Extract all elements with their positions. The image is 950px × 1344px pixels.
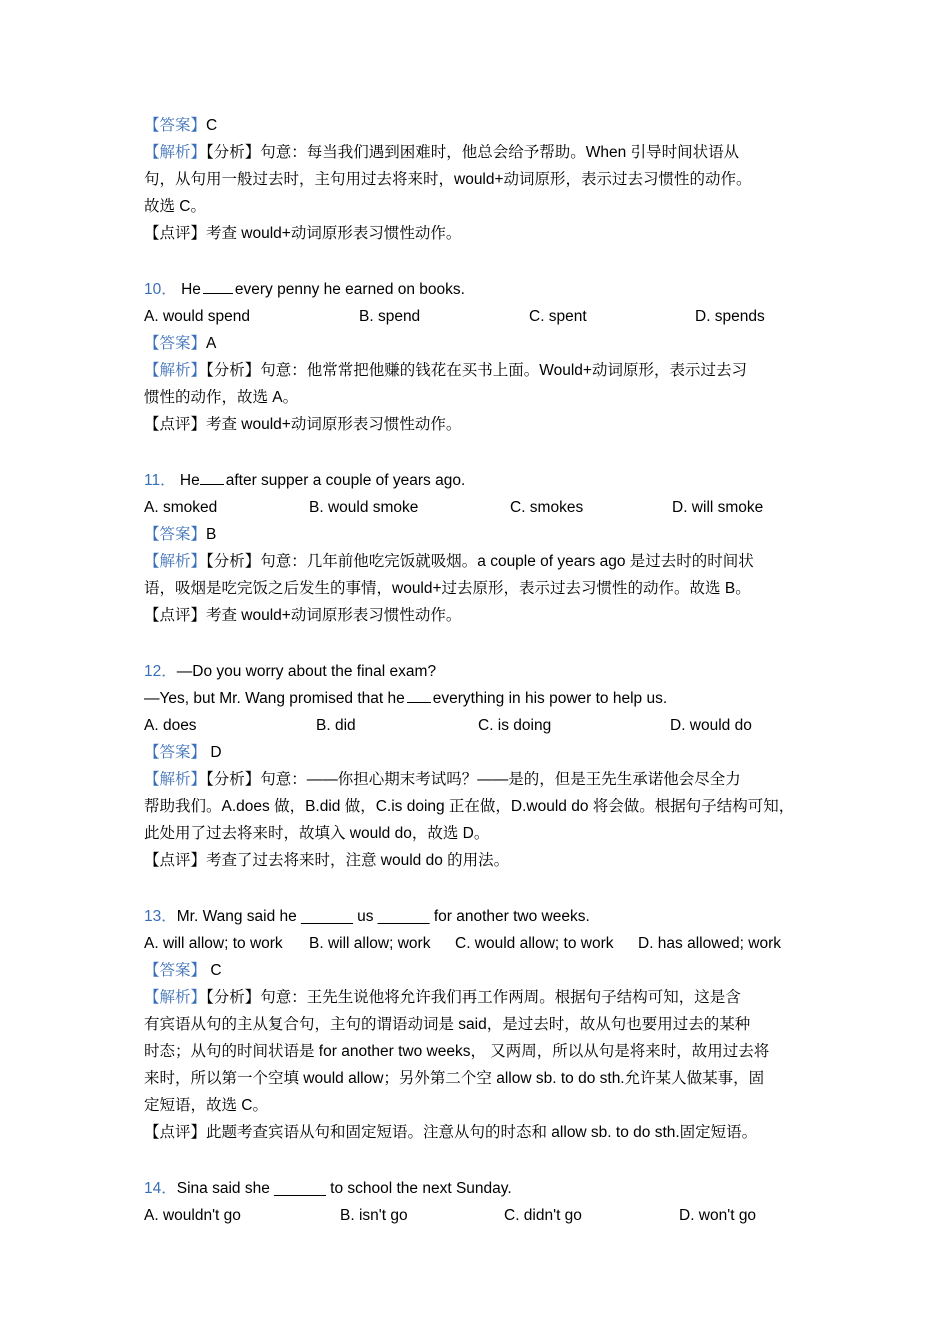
option-b: B. did	[316, 717, 356, 734]
question-stem: 10． He every penny he earned on books.	[144, 276, 824, 303]
analysis-tag: 【解析】	[144, 362, 207, 379]
option-d: D. would do	[670, 717, 752, 734]
analysis-tag: 【解析】	[144, 989, 207, 1006]
analysis-text: 语，吸烟是吃完饭之后发生的事情，would+过去原形，表示过去习惯性的动作。故选 B。	[144, 580, 751, 597]
option-c: C. would allow; to work	[455, 935, 614, 952]
blank	[203, 276, 233, 294]
answer-tag: 【答案】	[144, 117, 207, 134]
option-a: A. will allow; to work	[144, 935, 283, 952]
answer-value: C	[206, 962, 222, 979]
answer-tag: 【答案】	[144, 526, 207, 543]
options-row	[144, 303, 824, 330]
analysis-text: 时态；从句的时间状语是 for another two weeks， 又两周，所以从句是将来时，故用过去将	[144, 1043, 770, 1060]
option-d: D. spends	[695, 308, 765, 325]
question-number: 12．	[144, 663, 177, 680]
analysis-line	[144, 139, 824, 166]
option-b: B. would smoke	[309, 499, 419, 516]
analysis-text: 定短语，故选 C。	[144, 1097, 269, 1114]
answer-line	[144, 330, 824, 357]
analysis-line	[144, 357, 824, 384]
answer-line	[144, 521, 824, 548]
options-row	[144, 494, 824, 521]
question-number: 10．	[144, 281, 177, 298]
question-number: 13．	[144, 908, 177, 925]
answer-tag: 【答案】	[144, 335, 207, 352]
answer-value: C	[206, 117, 218, 134]
analysis-line	[144, 984, 824, 1011]
question-stem: 14．Sina said she ______ to school the next Sunday.	[144, 1180, 512, 1197]
answer-tag: 【答案】	[144, 962, 207, 979]
option-c: C. spent	[529, 308, 587, 325]
question-stem: 13．Mr. Wang said he ______ us ______ for another two weeks.	[144, 908, 590, 925]
answer-line	[144, 112, 824, 139]
option-c: C. smokes	[510, 499, 584, 516]
option-c: C. didn't go	[504, 1207, 582, 1224]
option-d: D. won't go	[679, 1207, 757, 1224]
option-a: A. smoked	[144, 499, 218, 516]
analysis-tag: 【解析】	[144, 553, 207, 570]
analysis-text: 帮助我们。A.does 做，B.did 做，C.is doing 正在做，D.would do 将会做。根据句子结构可知，	[144, 798, 795, 815]
document-page	[144, 112, 824, 1229]
option-a: A. would spend	[144, 308, 250, 325]
question-stem: 12．—Do you worry about the final exam?	[144, 663, 437, 680]
option-d: D. has allowed; work	[638, 935, 782, 952]
analysis-text: 来时，所以第一个空填 would allow；另外第二个空 allow sb. to do sth.允许某人做某事，固	[144, 1070, 765, 1087]
question-stem: 11． He after supper a couple of years ago.	[144, 467, 824, 494]
options-row	[144, 930, 824, 957]
answer-line	[144, 739, 824, 766]
question-number: 14．	[144, 1180, 177, 1197]
analysis-text: 【分析】句意：几年前他吃完饭就吸烟。a couple of years ago 是过去时的时间状	[206, 553, 754, 570]
option-b: B. will allow; work	[309, 935, 431, 952]
answer-value: B	[206, 526, 217, 543]
analysis-text: 【分析】句意：王先生说他将允许我们再工作两周。根据句子结构可知，这是含	[206, 989, 741, 1006]
question-stem-line2: —Yes, but Mr. Wang promised that he everything in his power to help us.	[144, 685, 824, 712]
option-b: B. spend	[359, 308, 421, 325]
answer-value: A	[206, 335, 217, 352]
analysis-text: 有宾语从句的主从复合句，主句的谓语动词是 said，是过去时，故从句也要用过去的某种	[144, 1016, 751, 1033]
options-row	[144, 1202, 824, 1229]
analysis-text: 故选 C。	[144, 198, 207, 215]
blank	[200, 467, 224, 485]
comment-line: 【点评】考查 would+动词原形表习惯性动作。	[144, 607, 462, 624]
option-a: A. wouldn't go	[144, 1207, 241, 1224]
analysis-line	[144, 766, 824, 793]
question-number: 11．	[144, 472, 176, 489]
answer-line	[144, 957, 824, 984]
analysis-text: 【分析】句意：每当我们遇到困难时，他总会给予帮助。When 引导时间状语从	[206, 144, 740, 161]
analysis-text: 此处用了过去将来时，故填入 would do，故选 D。	[144, 825, 490, 842]
option-b: B. isn't go	[340, 1207, 408, 1224]
option-c: C. is doing	[478, 717, 552, 734]
analysis-tag: 【解析】	[144, 771, 207, 788]
comment-line: 【点评】考查 would+动词原形表习惯性动作。	[144, 416, 462, 433]
option-a: A. does	[144, 717, 197, 734]
comment-line: 【点评】考查了过去将来时，注意 would do 的用法。	[144, 852, 510, 869]
options-row	[144, 712, 824, 739]
analysis-text: 句，从句用一般过去时，主句用过去将来时，would+动词原形，表示过去习惯性的动作。	[144, 171, 752, 188]
answer-tag: 【答案】	[144, 744, 207, 761]
blank	[407, 685, 431, 703]
analysis-text: 惯性的动作，故选 A。	[144, 389, 299, 406]
analysis-tag: 【解析】	[144, 144, 207, 161]
analysis-text: 【分析】句意：他常常把他赚的钱花在买书上面。Would+动词原形，表示过去习	[206, 362, 747, 379]
answer-value: D	[206, 744, 222, 761]
analysis-text: 【分析】句意：——你担心期末考试吗？——是的，但是王先生承诺他会尽全力	[206, 771, 741, 788]
analysis-line	[144, 548, 824, 575]
comment-line: 【点评】考查 would+动词原形表习惯性动作。	[144, 225, 462, 242]
comment-line: 【点评】此题考查宾语从句和固定短语。注意从句的时态和 allow sb. to do sth.固定短语。	[144, 1124, 758, 1141]
option-d: D. will smoke	[672, 499, 764, 516]
